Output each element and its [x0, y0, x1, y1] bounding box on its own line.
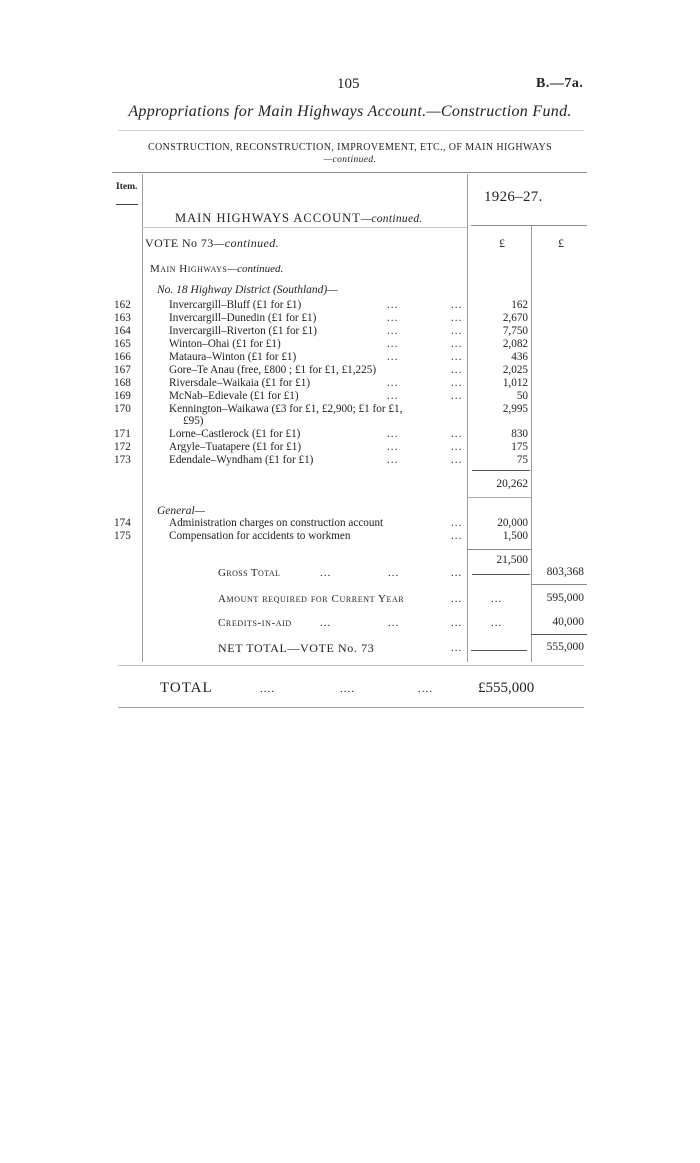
item-description: Winton–Ohai (£1 for £1)	[169, 338, 281, 350]
leader-dots: ...	[451, 593, 463, 605]
leader-dots: ...	[491, 617, 503, 629]
item-amount: 75	[516, 454, 528, 466]
leader-dots: ...	[451, 530, 463, 542]
table-row	[0, 299, 700, 312]
document-reference: B.—7a.	[536, 76, 584, 91]
subtitle-line1: CONSTRUCTION, RECONSTRUCTION, IMPROVEMENT, ETC., OF MAIN HIGHWAYS	[147, 142, 553, 153]
gross-total-amount: 803,368	[546, 566, 584, 578]
item-amount: 50	[516, 390, 528, 402]
table-row	[0, 428, 700, 441]
table-row	[0, 364, 700, 377]
table-row	[0, 312, 700, 325]
main-highways-heading-continued: —continued.	[227, 263, 284, 275]
subtotal-rule	[472, 470, 530, 471]
item-description: Edendale–Wyndham (£1 for £1)	[169, 454, 314, 466]
leader-dots: ...	[451, 377, 463, 389]
amount-required-amount: 595,000	[546, 592, 584, 604]
leader-dots: ...	[451, 299, 463, 311]
item-amount: 1,500	[502, 530, 528, 542]
credits-underline	[531, 634, 587, 635]
page-title: Appropriations for Main Highways Account.—Construction Fund.	[128, 103, 572, 120]
table-row	[0, 351, 700, 364]
item-number: 170	[114, 403, 131, 415]
page-subtitle	[0, 142, 700, 166]
credits-in-aid-label: Credits-in-aid	[218, 617, 292, 629]
leader-dots: ...	[491, 593, 503, 605]
item-description: McNab–Edievale (£1 for £1)	[169, 390, 299, 402]
pound-sign-col1: £	[499, 236, 505, 250]
table-row	[0, 530, 700, 543]
section-head-rule	[142, 227, 467, 228]
leader-dots: ...	[451, 325, 463, 337]
district-subtotal: 20,262	[496, 478, 528, 490]
leader-dots: ...	[387, 312, 399, 324]
leader-dots: ...	[387, 390, 399, 402]
item-amount: 20,000	[497, 517, 528, 529]
section-heading-main: MAIN HIGHWAYS ACCOUNT	[175, 211, 361, 225]
leader-dots: ...	[387, 377, 399, 389]
table-row	[0, 517, 700, 530]
item-description: Invercargill–Riverton (£1 for £1)	[169, 325, 317, 337]
net-total-label: NET TOTAL—VOTE No. 73	[218, 641, 375, 655]
table-row	[0, 441, 700, 454]
pound-sign-col2: £	[558, 236, 564, 250]
leader-dots: ...	[451, 441, 463, 453]
item-amount: 175	[511, 441, 528, 453]
item-description-continued: £95)	[183, 415, 204, 427]
leader-dots: ...	[387, 428, 399, 440]
item-amount: 436	[511, 351, 528, 363]
leader-dots: ...	[451, 312, 463, 324]
grand-total-amount: £555,000	[478, 680, 535, 696]
leader-dots: ...	[451, 390, 463, 402]
item-amount: 830	[511, 428, 528, 440]
item-description: Kennington–Waikawa (£3 for £1, £2,900; £1 for £1,	[169, 403, 403, 415]
item-column-header: Item.	[116, 182, 138, 192]
item-number: 167	[114, 364, 131, 376]
table-row	[0, 454, 700, 467]
leader-dots: ...	[451, 567, 463, 579]
item-description: Riversdale–Waikaia (£1 for £1)	[169, 377, 311, 389]
item-number: 175	[114, 530, 131, 542]
item-number: 165	[114, 338, 131, 350]
page-bottom-rule	[118, 707, 584, 708]
general-subtotal: 21,500	[496, 554, 528, 566]
credits-in-aid-amount: 40,000	[552, 616, 584, 628]
item-number: 171	[114, 428, 131, 440]
leader-dots: ...	[451, 617, 463, 629]
item-number: 173	[114, 454, 131, 466]
leader-dots: ....	[418, 683, 433, 695]
title-rule	[118, 130, 584, 131]
table-top-rule	[112, 172, 587, 173]
main-highways-heading-main: Main Highways	[150, 263, 228, 275]
item-number: 168	[114, 377, 131, 389]
item-number: 172	[114, 441, 131, 453]
item-column-rule	[142, 174, 143, 662]
item-number: 169	[114, 390, 131, 402]
leader-dots: ...	[451, 454, 463, 466]
item-amount: 2,995	[502, 403, 528, 415]
item-description: Lorne–Castlerock (£1 for £1)	[169, 428, 301, 440]
net-total-amount: 555,000	[546, 641, 584, 653]
item-description: Compensation for accidents to workmen	[169, 530, 351, 542]
item-number: 164	[114, 325, 131, 337]
table-row	[0, 338, 700, 351]
leader-dots: ...	[387, 299, 399, 311]
net-total-dash	[471, 650, 527, 651]
district-heading: No. 18 Highway District (Southland)—	[157, 284, 338, 296]
leader-dots: ...	[387, 351, 399, 363]
leader-dots: ...	[451, 517, 463, 529]
year-column-header: 1926–27.	[484, 189, 543, 205]
leader-dots: ...	[320, 617, 332, 629]
item-description: Gore–Te Anau (free, £800 ; £1 for £1, £1,225)	[169, 364, 377, 376]
item-amount: 2,082	[502, 338, 528, 350]
leader-dots: ...	[451, 364, 463, 376]
table-bottom-rule	[118, 665, 584, 666]
item-description: Mataura–Winton (£1 for £1)	[169, 351, 297, 363]
vote-heading	[145, 236, 279, 251]
leader-dots: ....	[340, 683, 355, 695]
leader-dots: ...	[387, 441, 399, 453]
leader-dots: ...	[451, 428, 463, 440]
amount-required-label: Amount required for Current Year	[218, 593, 405, 605]
item-description: Argyle–Tuatapere (£1 for £1)	[169, 441, 302, 453]
vote-heading-continued: —continued.	[213, 236, 280, 250]
table-row	[0, 403, 700, 416]
gross-total-label: Gross Total	[218, 567, 281, 579]
table-row	[0, 390, 700, 403]
leader-dots: ...	[451, 351, 463, 363]
grand-total-label: TOTAL	[160, 680, 213, 696]
leader-dots: ...	[387, 454, 399, 466]
item-header-underline	[116, 204, 138, 205]
item-number: 174	[114, 517, 131, 529]
item-amount: 2,670	[502, 312, 528, 324]
main-highways-heading	[150, 263, 283, 275]
item-description: Invercargill–Bluff (£1 for £1)	[169, 299, 302, 311]
vote-heading-main: VOTE No 73	[145, 236, 214, 250]
general-subtotal-underline	[472, 574, 530, 575]
section-heading	[175, 211, 423, 226]
table-row	[0, 325, 700, 338]
item-description: Invercargill–Dunedin (£1 for £1)	[169, 312, 317, 324]
subtitle-line2: —continued.	[323, 155, 377, 165]
table-row	[0, 377, 700, 390]
item-number: 162	[114, 299, 131, 311]
item-amount: 162	[511, 299, 528, 311]
leader-dots: ...	[388, 617, 400, 629]
amount-column-left-rule	[467, 174, 468, 662]
item-amount: 7,750	[502, 325, 528, 337]
leader-dots: ...	[387, 325, 399, 337]
subtotal-underline	[467, 497, 531, 498]
section-heading-continued: —continued.	[360, 213, 423, 225]
leader-dots: ...	[320, 567, 332, 579]
leader-dots: ...	[451, 642, 463, 654]
leader-dots: ...	[451, 338, 463, 350]
leader-dots: ....	[260, 683, 275, 695]
year-header-underline	[471, 225, 587, 226]
leader-dots: ...	[387, 338, 399, 350]
item-number: 163	[114, 312, 131, 324]
general-subtotal-rule	[467, 549, 531, 550]
item-amount: 1,012	[502, 377, 528, 389]
leader-dots: ...	[388, 567, 400, 579]
item-amount: 2,025	[502, 364, 528, 376]
item-number: 166	[114, 351, 131, 363]
gross-total-underline	[531, 584, 587, 585]
page-number: 105	[337, 76, 360, 92]
general-heading: General—	[157, 505, 205, 517]
item-description: Administration charges on construction account	[169, 517, 384, 529]
